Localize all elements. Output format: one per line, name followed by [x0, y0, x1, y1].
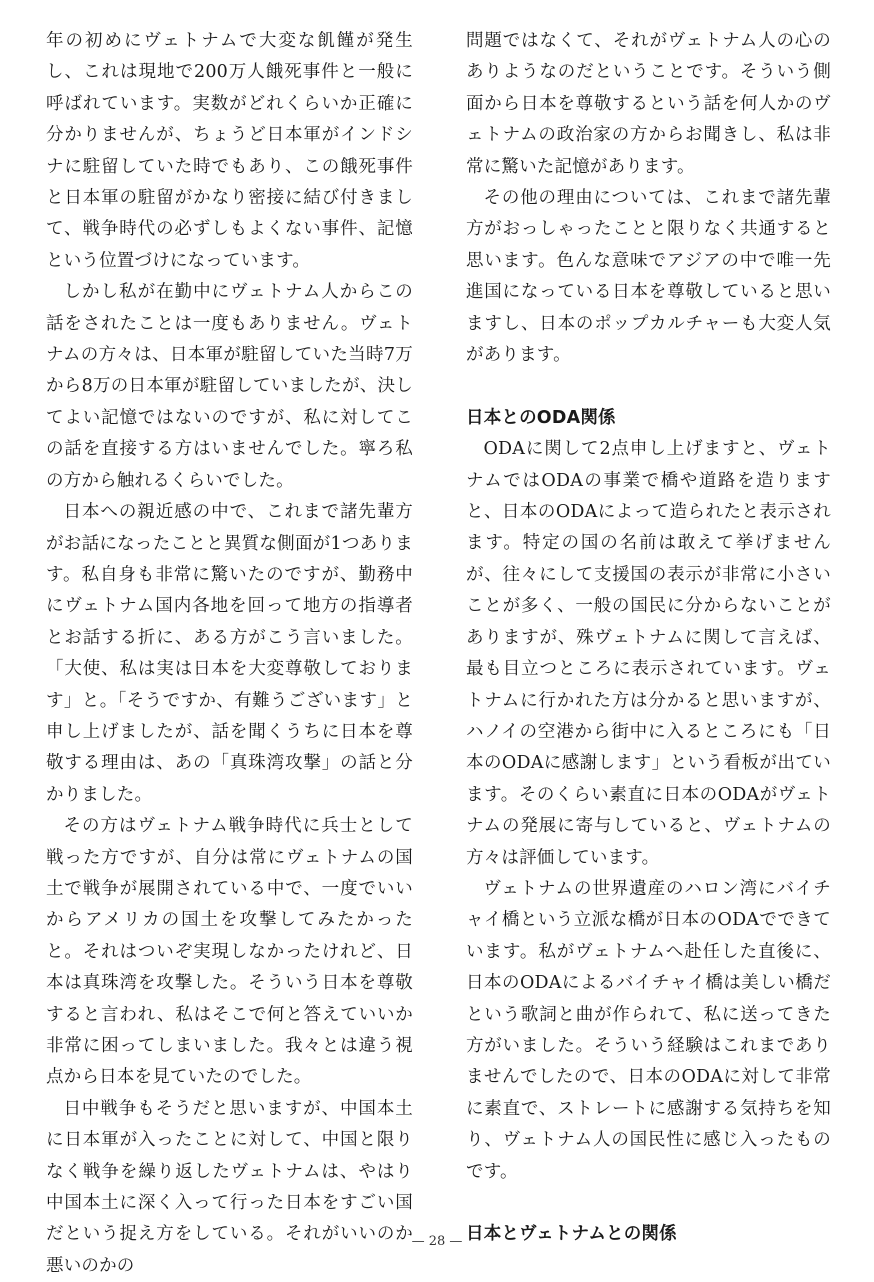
section-heading-oda: 日本とのODA関係: [466, 407, 616, 428]
section-heading-relations: 日本とヴェトナムとの関係: [466, 1224, 677, 1245]
page-number: — 28 —: [411, 1234, 463, 1249]
paragraph: 日中戦争もそうだと思いますが、中国本土に日本軍が入ったことに対して、中国と限りなく戦争を繰り返したヴェトナムは、やはり中国本土に深く入って行った日本をすごい国だという捉え方をしている。それがいいのか悪いのかの: [46, 1098, 413, 1276]
section-gap: [466, 1188, 831, 1219]
section-gap: [466, 371, 831, 402]
paragraph: ヴェトナムの世界遺産のハロン湾にバイチャイ橋という立派な橋が日本のODAでできています。私がヴェトナムへ赴任した直後に、日本のODAによるバイチャイ橋は美しい橋だという歌詞と曲が作られて、私に送ってきた方がいました。そういう経験はこれまでありませんでしたので、日本のODAに対して非常に素直で、ストレートに感謝する気持ちを知り、ヴェトナム人の国民性に感じ入ったものです。: [466, 878, 831, 1182]
paragraph: ODAに関して2点申し上げますと、ヴェトナムではODAの事業で橋や道路を造りますと、日本のODAによって造られたと表示されます。特定の国の名前は敢えて挙げませんが、往々にして支援国の表示が非常に小さいことが多く、一般の国民に分からないことがありますが、殊ヴェトナムに関して言えば、最も目立つところに表示されています。ヴェトナムに行かれた方は分かると思いますが、ハノイの空港から街中に入るところにも「日本のODAに感謝します」という看板が出ています。そのくらい素直に日本のODAがヴェトナムの発展に寄与していると、ヴェトナムの方々は評価しています。: [466, 439, 831, 868]
left-column: [46, 26, 413, 1282]
paragraph: 問題ではなくて、それがヴェトナム人の心のありようなのだということです。そういう側面から日本を尊敬するという話を何人かのヴェトナムの政治家の方からお聞きし、私は非常に驚いた記憶があります。: [466, 31, 831, 177]
paragraph: 日本への親近感の中で、これまで諸先輩方がお話になったことと異質な側面が1つあります。私自身も非常に驚いたのですが、勤務中にヴェトナム国内各地を回って地方の指導者とお話する折に、ある方がこう言いました。「大使、私は実は日本を大変尊敬しております」と。「そうですか、有難うございます」と申し上げましたが、話を聞くうちに日本を尊敬する理由は、あの「真珠湾攻撃」の話と分かりました。: [46, 502, 413, 805]
right-column: [466, 26, 831, 1251]
paragraph: その方はヴェトナム戦争時代に兵士として戦った方ですが、自分は常にヴェトナムの国土で戦争が展開されている中で、一度でいいからアメリカの国土を攻撃してみたかったと。それはついぞ実現しなかったけれど、日本は真珠湾を攻撃した。そういう日本を尊敬すると言われ、私はそこで何と答えていいか非常に困ってしまいました。我々とは違う視点から日本を見ていたのでした。: [46, 816, 413, 1088]
paragraph: しかし私が在勤中にヴェトナム人からこの話をされたことは一度もありません。ヴェトナムの方々は、日本軍が駐留していた当時7万から8万の日本軍が駐留していましたが、決してよい記憶ではないのですが、私に対してこの話を直接する方はいませんでした。寧ろ私の方から触れるくらいでした。: [46, 282, 413, 491]
paragraph: 年の初めにヴェトナムで大変な飢饉が発生し、これは現地で200万人餓死事件と一般に呼ばれています。実数がどれくらいか正確に分かりませんが、ちょうど日本軍がインドシナに駐留していた時でもあり、この餓死事件と日本軍の駐留がかなり密接に結び付きまして、戦争時代の必ずしもよくない事件、記憶という位置づけになっています。: [46, 31, 413, 271]
paragraph: その他の理由については、これまで諸先輩方がおっしゃったことと限りなく共通すると思います。色んな意味でアジアの中で唯一先進国になっている日本を尊敬していると思いますし、日本のポップカルチャーも大変人気があります。: [466, 188, 831, 366]
